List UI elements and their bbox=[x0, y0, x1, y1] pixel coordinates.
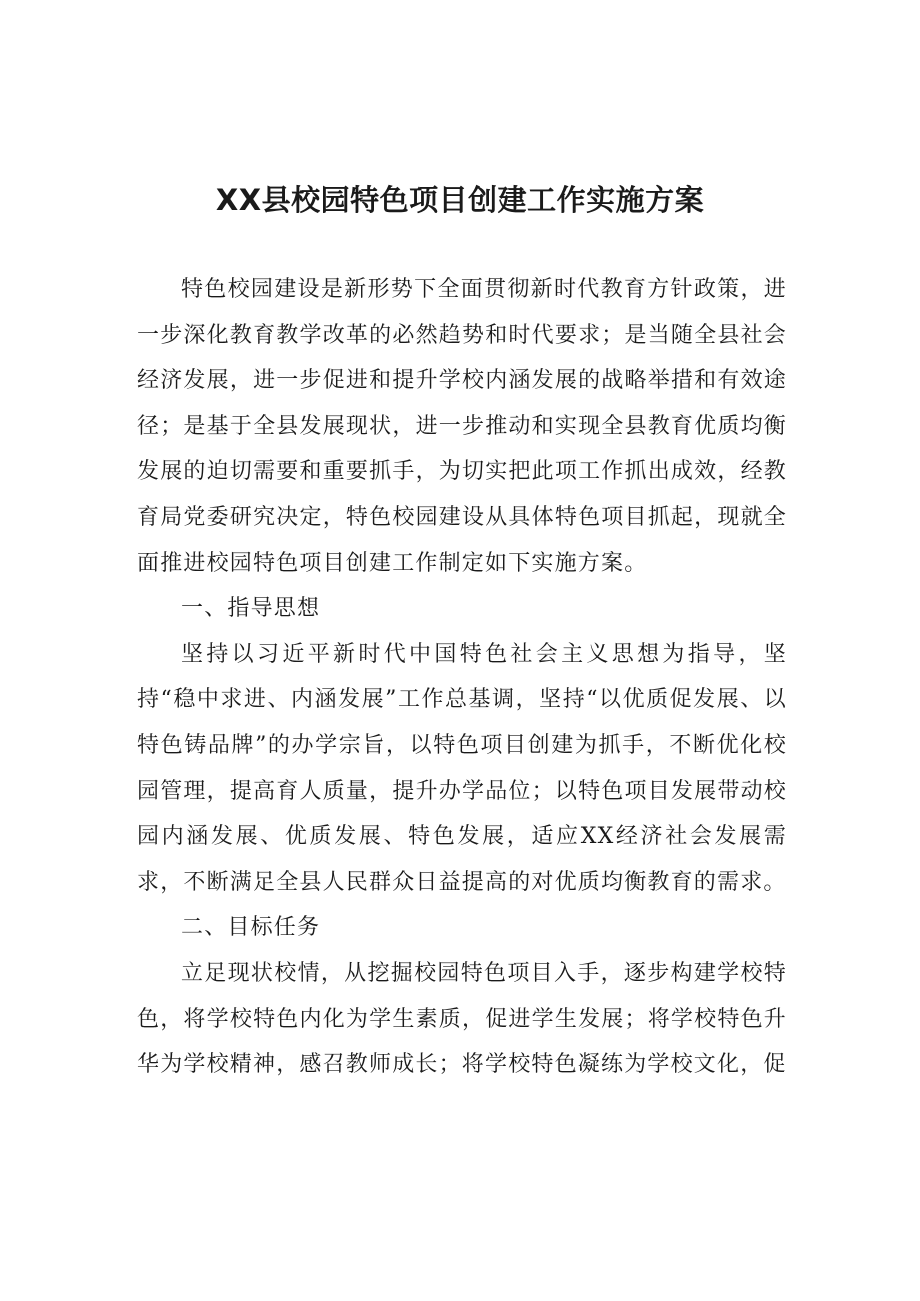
section-heading-guiding-ideology: 一、指导思想 bbox=[181, 596, 321, 622]
document-title: XX县校园特色项目创建工作实施方案 bbox=[215, 183, 705, 217]
goals-tasks-paragraph: 立足现状校情，从挖掘校园特色项目入手，逐步构建学校特色，将学校特色内化为学生素质，促进学生发展；将学校特色升华为学校精神，感召教师成长；将学校特色凝练为学校文化，促 bbox=[137, 960, 787, 1078]
guiding-ideology-paragraph: 坚持以习近平新时代中国特色社会主义思想为指导，坚持“稳中求进、内涵发展”工作总基调，坚持“以优质促发展、以特色铸品牌”的办学宗旨，以特色项目创建为抓手，不断优化校园管理，提高育人质量，提升办学品位；以特色项目发展带动校园内涵发展、优质发展、特色发展，适应XX经济社会发展需求，不断满足全县人民群众日益提高的对优质均衡教育的需求。 bbox=[137, 641, 787, 895]
document-body bbox=[137, 267, 787, 1088]
intro-paragraph: 特色校园建设是新形势下全面贯彻新时代教育方针政策，进一步深化教育教学改革的必然趋势和时代要求；是当随全县社会经济发展，进一步促进和提升学校内涵发展的战略举措和有效途径；是基于全县发展现状，进一步推动和实现全县教育优质均衡发展的迫切需要和重要抓手，为切实把此项工作抓出成效，经教育局党委研究决定，特色校园建设从具体特色项目抓起，现就全面推进校园特色项目创建工作制定如下实施方案。 bbox=[137, 277, 787, 576]
section-heading-goals-tasks: 二、目标任务 bbox=[181, 915, 321, 941]
